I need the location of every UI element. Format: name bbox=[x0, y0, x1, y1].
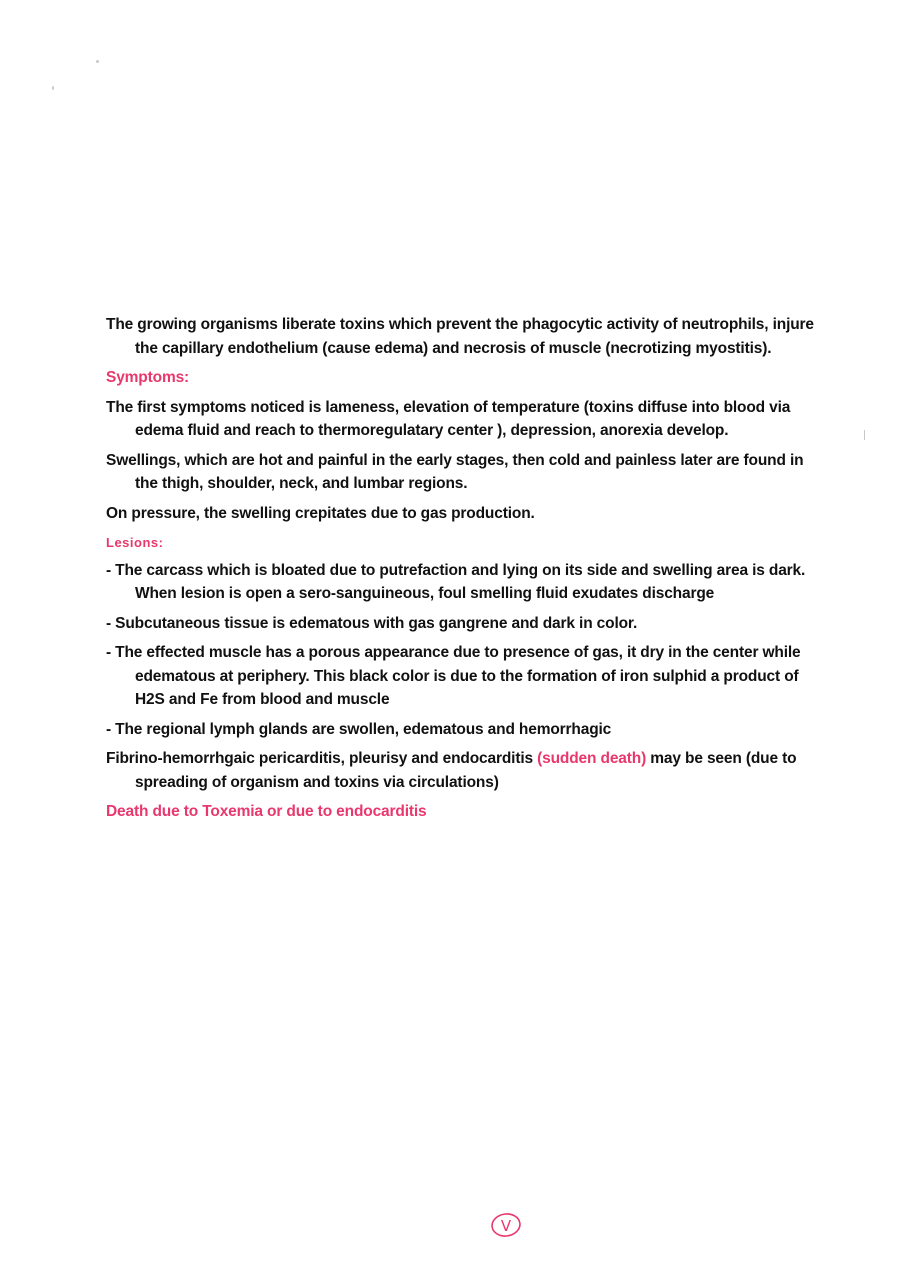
lesion-paragraph: - The carcass which is bloated due to putrefaction and lying on its side and swelling area is dark. When lesion is open a sero-sanguineous, foul smelling fluid exudates discharge bbox=[106, 561, 806, 602]
sudden-death-highlight: (sudden death) bbox=[537, 750, 647, 767]
lesion-paragraph: - The regional lymph glands are swollen, edematous and hemorrhagic bbox=[106, 720, 612, 738]
symptom-paragraph: The first symptoms noticed is lameness, elevation of temperature (toxins diffuse into blood via edema fluid and reach to thermoregulatary center ), depression, anorexia develop. bbox=[106, 398, 791, 439]
pericarditis-paragraph bbox=[106, 747, 818, 794]
lesion-paragraph: - The effected muscle has a porous appearance due to presence of gas, it dry in the center while edematous at periphery. This black color is due to the formation of iron sulphid a product of H2S and Fe from blood and muscle bbox=[106, 644, 801, 708]
symptoms-heading: Symptoms: bbox=[106, 369, 190, 386]
scan-speck bbox=[864, 430, 865, 440]
scan-speck bbox=[96, 60, 99, 63]
death-line: Death due to Toxemia or due to endocarditis bbox=[106, 803, 427, 820]
handwritten-mark: V bbox=[500, 1217, 512, 1235]
pericarditis-text: Fibrino-hemorrhgaic pericarditis, pleurisy and endocarditis bbox=[106, 750, 538, 767]
pericarditis-text-end: may be seen (due to spreading of organism and toxins via circulations) bbox=[135, 750, 797, 791]
document-body bbox=[106, 313, 818, 830]
intro-paragraph: The growing organisms liberate toxins which prevent the phagocytic activity of neutrophils, injure the capillary endothelium (cause edema) and necrosis of muscle (necrotizing myostitis). bbox=[106, 316, 814, 357]
scan-speck bbox=[52, 86, 54, 90]
symptom-paragraph: Swellings, which are hot and painful in the early stages, then cold and painless later are found in the thigh, shoulder, neck, and lumbar regions. bbox=[106, 451, 804, 492]
symptom-paragraph: On pressure, the swelling crepitates due to gas production. bbox=[106, 504, 535, 522]
handwritten-circle-icon bbox=[489, 1210, 523, 1240]
lesions-heading: Lesions: bbox=[106, 535, 164, 550]
lesion-paragraph: - Subcutaneous tissue is edematous with gas gangrene and dark in color. bbox=[106, 614, 638, 632]
